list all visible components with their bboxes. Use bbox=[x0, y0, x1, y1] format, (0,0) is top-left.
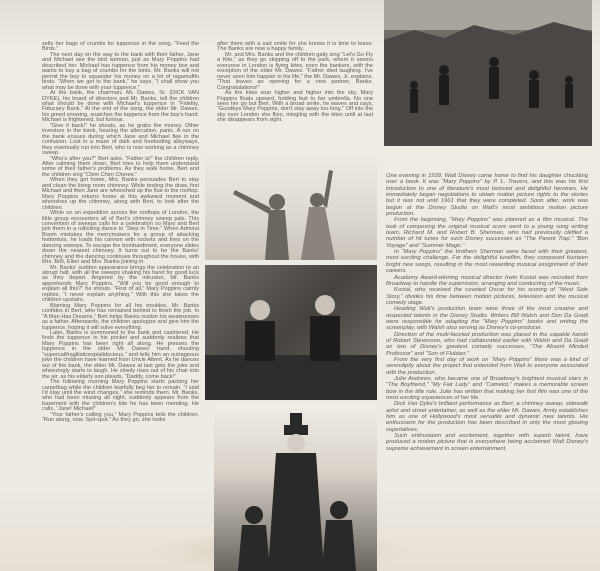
paragraph: “Who's after you?” Bert asks. “Father is!” the children reply. After calming them down, Bert tries to help them understand some of their father's problems. As they walk home, Bert and the children sing “Chim Chim Cheree.” bbox=[42, 155, 199, 178]
paragraph: “Give it back!” he shouts, as he grabs the money. Other investors in the bank, hearing the altercation, panic. A run on the bank ensues during which Jane and Michael flee in the confusion. Lost in a maze of dark and foreboding alleyways, they eventually run into Bert, who is now working as a chimney sweep. bbox=[42, 122, 199, 157]
paragraph: Direction of the multi-faceted production was placed in the capable hands of Robert Stevenson, who had collaborated earlier with Walsh and Da Gradi on two of Disney's greatest comedy successes, “The Absent Minded Professor” and “Son of Flubber.” bbox=[386, 331, 588, 357]
paragraph: Julie Andrews, who became one of Broadway's brightest musical stars in “The Boyfriend,” “My Fair Lady” and “Camelot,” makes a memorable screen bow in the title role. Julie has written that making her first film was one of the most exciting experiences of her life. bbox=[386, 376, 588, 402]
paragraph: Heading Walt's production team were three of the most creative and respected talents in the Disney Studio. Writers Bill Walsh and Don Da Gradi were responsible for adapting the “Mary Poppins” books and writing the screenplay, with Walsh also serving as Disney's co-producer. bbox=[386, 306, 588, 332]
paragraph: Academy Award-winning musical director Irwin Kostal was recruited from Broadway to handle the supervision, arranging and conducting of the music. bbox=[386, 274, 588, 287]
paragraph: At the bank, the chairman, Mr. Dawes, Sr. (DICK VAN DYKE), his board of directors and Mr. Banks, tell the children what should be done with Michael's tuppence in “Fidelity, Fiduciary Bank.” At the end of the song, the elder Mr. Dawes, his greed snowing, snatches the tuppence from the boy's hand. Michael is frightened, but furious. bbox=[42, 90, 199, 124]
paragraph: Such enthusiasm and excitement, together with superb talent, have produced a motion picture that is everywhere being acclaimed Walt Disney's supreme achievement in screen entertainment. bbox=[386, 433, 588, 452]
paragraph: As the kites soar higher and higher into the sky, Mary Poppins floats upward, holding fast to her umbrella. No one sees her go but Bert. With a broad smile, he waves and says, “Goodbye Mary Poppins, don't stay away too long.” Off into the sky over London she flies, mingling with the kites until at last she disappears from sight. bbox=[217, 90, 373, 124]
paragraph: One evening in 1939, Walt Disney came home to find his daughter chuckling over a book. It was “Mary Poppins” by P. L. Travers, and this was his first introduction to one of literature's most beloved and delightful heroines. He immediately began negotiations to obtain motion picture rights to the stories but it was not until 1961 that they were completed. Soon after, work was begun at the Disney Studio on Walt's most ambitious motion picture production. bbox=[386, 173, 588, 218]
photo-dancing-pair bbox=[205, 150, 377, 260]
paragraph: The next day on the way to the bank with their father, Jane and Michael see the bird woman, just as Mary Poppins had described her. Michael has tuppence from his money box and wants to buy a bag of crumbs for the birds. Mr. Banks will not permit the boy to squander his money on a lot of ragamuffin birds. “When we get to the bank,” he says, “I shall show you what may be done with your tuppence.” bbox=[42, 51, 199, 91]
paragraph: While on an expedition across the rooftops of London, the little group encounters all of Bert's chimney sweep pals. This convention of sweeps calls for a celebration so Mary and Bert join them in a rollicking dance to “Step in Time.” When Admiral Boom mistakes the merrymakers for a group of attacking hottentots, he loads his cannon with rockets and fires on the dancing sweeps. To escape the bombardment, everyone slides down the nearest chimney. It turns out to be the Banks' chimney and the dancing continues throughout the house, with Mrs. Brill, Ellen and Mrs. Banks joining in. bbox=[42, 210, 199, 266]
paragraph: From the beginning, “Mary Poppins” was planned as a film musical. The task of composing the original musical score went to a young song writing team, Richard M. and Robert B. Sherman, who had previously cleffed a number of hit tunes for such Disney successes as “The Parent Trap,” “Bon Voyage” and “Summer Magic.” bbox=[386, 217, 588, 249]
photo-mr-banks-and-children bbox=[214, 405, 377, 571]
photo-rooftop-sweeps bbox=[384, 0, 592, 146]
production-notes-column bbox=[386, 173, 588, 452]
paragraph: In “Mary Poppins” the brothers Sherman were faced with their greatest, most exciting challenge. For the delightful tunefilm, they composed fourteen bright new songs, resulting in the most rewarding musical assignment of their careers. bbox=[386, 249, 588, 275]
paragraph: sells her bags of crumbs for tuppence in the song, “Feed the Birds.” bbox=[42, 41, 199, 53]
paragraph: The following morning Mary Poppins starts packing her carpetbag while the children tearfully beg her to remain. “I said I'd stay until the wind changes,” she reminds them. Mr. Banks, who had been missing all night, suddenly appears from the basement with the children's kite he has been mending. He calls, “Jane! Michael!” bbox=[42, 379, 199, 413]
paragraph: From the very first day of work on “Mary Poppins” there was a kind of serendipity about the project that extended from Walt to everyone associated with the production. bbox=[386, 356, 588, 376]
paragraph: Mr. Banks' sudden appearance brings the celebration to an abrupt halt, with all the sweeps shaking his hand for good luck as they depart. Angered by the intrusion, Mr. Banks apprehends Mary Poppins. “Will you be good enough to explain all this?” he shouts. “First of all,” Mary Poppins calmly replies, “I never explain anything.” With this she takes the children upstairs. bbox=[42, 264, 199, 304]
paragraph: Kostal, who received the coveted Oscar for his scoring of “West Side Story,” divides his time between motion pictures, television and the musical comedy stage. bbox=[386, 287, 588, 306]
story-column-1 bbox=[42, 42, 199, 424]
paragraph: Dick Van Dyke's brilliant performance as Bert, a chimney sweep, sidewalk artist and street entertainer, as well as the elder Mr. Dawes, firmly establishes him as one of Hollywood's most versatile and dynamic new talents. His enthusiasm for the production has been described in only the most glowing superlatives. bbox=[386, 401, 588, 433]
paragraph: after them with a sad smile for she knows it is time to leave. The Banks are now a happy family. bbox=[217, 41, 373, 53]
photo-men-at-table bbox=[205, 265, 377, 400]
paragraph: “Your father's calling you,” Mary Poppins tells the children. “Run along, now. Spit-spot.” As they go, she looks bbox=[42, 411, 199, 424]
story-column-2 bbox=[217, 42, 373, 124]
paragraph: Later, Banks is summoned to the bank and cashiered. He finds the tuppence in his pocket and suddenly realizes that Mary Poppins has been right all along. He presses the tuppence in the older Mr. Dawes' hand, shouting “supercalifragilisticexpialidocious,” and tells him an outrageous joke the children have learned from Uncle Albert. As he dances out of the bank, the elder Mr. Dawes at last gets the joke and wheezingly starts to laugh. He slowly rises out of his chair into the air, as his elderly son pleads, “Daddy, come back!” bbox=[42, 330, 199, 380]
paragraph: When they get home, Mrs. Banks persuades Bert to stay and clean the living room chimney. While testing the draw, first Michael and then Jane are whooshed up the flue to the rooftop. Mary Poppins returns home at this awkward moment and whooshes up the chimney, along with Bert, to look after the children. bbox=[42, 177, 199, 211]
paragraph: Mr. and Mrs. Banks and the children gaily sing “Let's Go Fly a Kite,” as they go skipping off to the park, where it seems everyone in London is flying kites, even the bankers, with the exception of the elder Mr. Dawes. “Father died laughing. I've never seen him happier in his life,” the Mr. Dawes, Jr. explains. “That leaves an opening for a new partner, Banks. Congratulations!” bbox=[217, 51, 373, 91]
paragraph: Blaming Mary Poppins for all his troubles, Mr. Banks confides in Bert, who has remained behind to finish the job. In “A Man Has Dreams,” Bert helps Banks realize his weaknesses as a father. Afterwards, the children apologize and give him the tuppence, hoping it will solve everything. bbox=[42, 302, 199, 331]
